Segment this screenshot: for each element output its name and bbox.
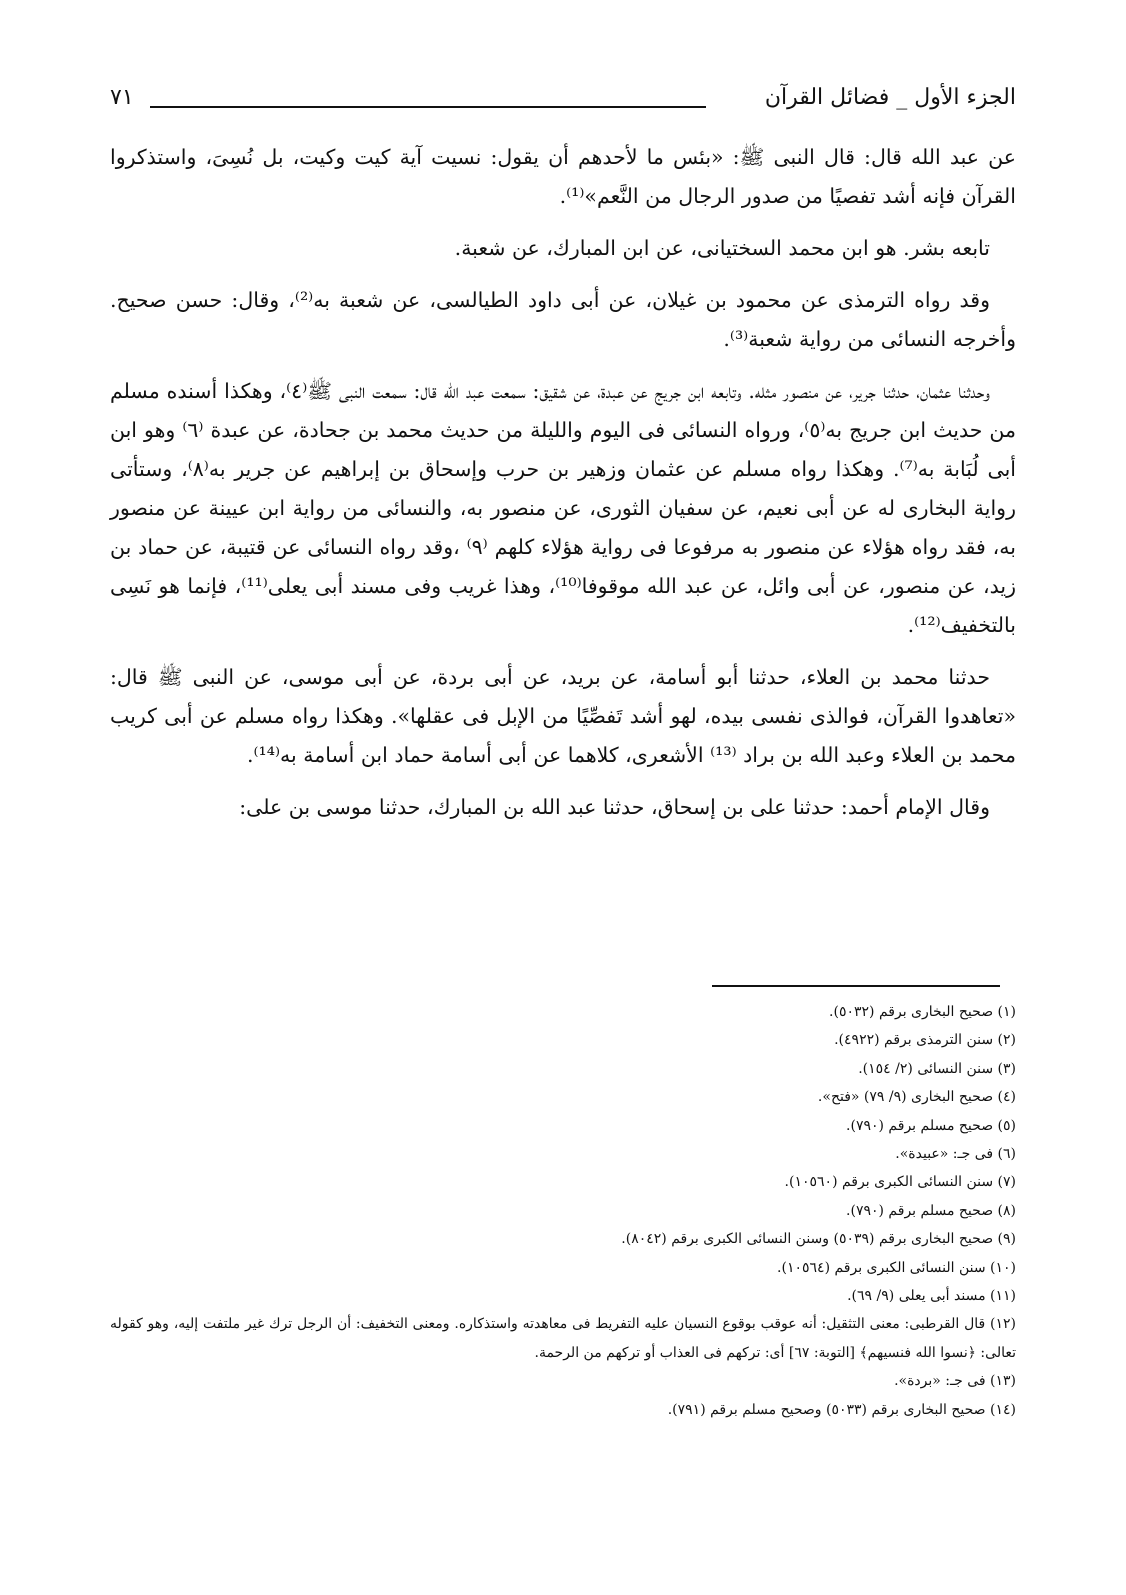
footnote: (٣) سنن النسائى (٢/ ١٥٤).: [858, 1060, 1016, 1077]
footnote: (١١) مسند أبى يعلى (٩/ ٦٩).: [847, 1288, 1016, 1305]
footnote: (١٤) صحيح البخارى برقم (٥٠٣٣) وصحيح مسلم برقم (٧٩١).: [667, 1401, 1016, 1418]
footnotes: [110, 998, 1016, 1424]
paragraph: وحدثنا عثمان، حدثنا جرير، عن منصور مثله. وتابعه ابن جريج عن عبدة، عن شقيق: سمعت عبد الله قال: سمعت النبى ﷺ⁽٤⁾، وهكذا أسنده مسلم من حديث ابن جريج به⁽٥⁾، ورواه النسائى فى اليوم والليلة من حديث محمد بن جحادة، عن عبدة ⁽٦⁾ وهو ابن أبى لُبَابة به⁽⁷⁾. وهكذا رواه مسلم عن عثمان وزهير بن حرب وإسحاق بن إبراهيم عن جرير به⁽٨⁾، وستأتى رواية البخارى له عن أبى نعيم، عن سفيان الثورى، عن منصور به، والنسائى من رواية ابن عيينة عن منصور به، فقد رواه هؤلاء عن منصور به مرفوعا فى رواية هؤلاء كلهم ⁽٩⁾ ،وقد رواه النسائى عن قتيبة، عن حماد بن زيد، عن منصور، عن أبى وائل، عن عبد الله موقوفا⁽¹⁰⁾، وهذا غريب وفى مسند أبى يعلى⁽¹¹⁾، فإنما هو نَسِى بالتخفيف⁽¹²⁾.: [110, 379, 1016, 637]
paragraph: عن عبد الله قال: قال النبى ﷺ: «بئس ما لأحدهم أن يقول: نسيت آية كيت وكيت، بل نُسِىَ، واستذكروا القرآن فإنه أشد تفصيًا من صدور الرجال من النَّعم»⁽¹⁾.: [110, 145, 1016, 208]
footnote: (٩) صحيح البخارى برقم (٥٠٣٩) وسنن النسائى الكبرى برقم (٨٠٤٢).: [621, 1231, 1016, 1248]
footnote: (٥) صحيح مسلم برقم (٧٩٠).: [846, 1117, 1016, 1134]
main-text: [110, 138, 1016, 840]
footnote: (١٣) فى جـ: «بردة».: [894, 1373, 1016, 1390]
footnote: (١٢) قال القرطبى: معنى التثقيل: أنه عوقب بوقوع النسيان عليه التفريط فى معاهدته واستذكاره. ومعنى التخفيف: أن الرجل ترك غير ملتفت إليه، وهو كقوله تعالى: ﴿نسوا الله فنسيهم﴾ [التوبة: ٦٧] أى: تركهم فى العذاب أو تركهم من الرحمة.: [110, 1316, 1016, 1361]
header-rule: [150, 106, 706, 108]
running-title: الجزء الأول _ فضائل القرآن: [764, 85, 1016, 110]
paragraph: وقال الإمام أحمد: حدثنا على بن إسحاق، حدثنا عبد الله بن المبارك، حدثنا موسى بن على:: [239, 795, 990, 819]
footnote: (٧) سنن النسائى الكبرى برقم (١٠٥٦٠).: [784, 1174, 1016, 1191]
footnote: (٨) صحيح مسلم برقم (٧٩٠).: [846, 1202, 1016, 1219]
page-header: [110, 85, 1016, 127]
paragraph: وقد رواه الترمذى عن محمود بن غيلان، عن أبى داود الطيالسى، عن شعبة به⁽²⁾، وقال: حسن صحيح. وأخرجه النسائى من رواية شعبة⁽³⁾.: [110, 288, 1016, 351]
paragraph: تابعه بشر. هو ابن محمد السختيانى، عن ابن المبارك، عن شعبة.: [454, 236, 990, 260]
footnote: (١٠) سنن النسائى الكبرى برقم (١٠٥٦٤).: [777, 1259, 1016, 1276]
paragraph: حدثنا محمد بن العلاء، حدثنا أبو أسامة، عن بريد، عن أبى بردة، عن أبى موسى، عن النبى ﷺ قال: «تعاهدوا القرآن، فوالذى نفسى بيده، لهو أشد تَفصِّيًا من الإبل فى عقلها». وهكذا رواه مسلم عن أبى كريب محمد بن العلاء وعبد الله بن براد ⁽¹³⁾ الأشعرى، كلاهما عن أبى أسامة حماد ابن أسامة به⁽¹⁴⁾.: [110, 665, 1016, 767]
footnote: (١) صحيح البخارى برقم (٥٠٣٢).: [829, 1004, 1016, 1020]
footnote: (٤) صحيح البخارى (٩/ ٧٩) «فتح».: [817, 1089, 1016, 1106]
footnote: (٦) فى جـ: «عبيدة».: [895, 1146, 1016, 1163]
footnote: (٢) سنن الترمذى برقم (٤٩٢٢).: [834, 1032, 1016, 1049]
footnote-separator: [712, 985, 1000, 987]
page-number: ٧١: [110, 85, 134, 110]
